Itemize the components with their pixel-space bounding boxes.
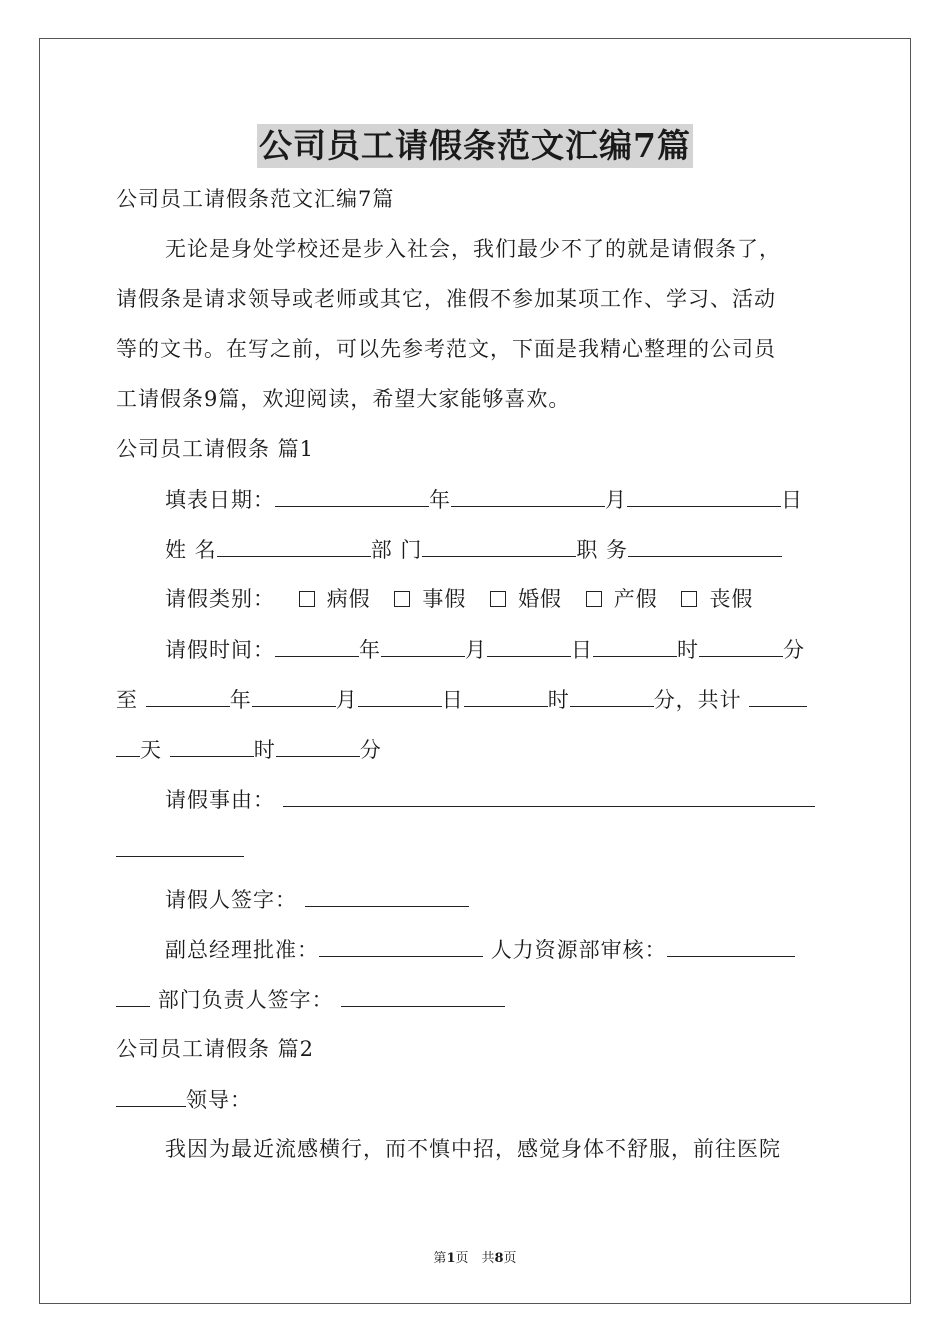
day-label: 日 [781,488,803,512]
leave-time-label: 请假时间： [165,638,275,662]
fill-date-row [165,484,803,515]
intro-line-3: 等的文书。在写之前，可以先参考范文，下面是我精心整理的公司员 [116,337,776,361]
name-label: 姓 名 [165,538,217,562]
dept-head-sign-label: 部门负责人签字： [157,988,334,1012]
hr-review-blank-b[interactable] [116,984,150,1007]
fill-date-label: 填表日期： [165,488,275,512]
position-label: 职 务 [576,538,629,562]
year-label: 年 [429,488,451,512]
from-hour-blank[interactable] [593,634,677,657]
dept-head-sign-blank[interactable] [341,984,505,1007]
applicant-sign-label: 请假人签字： [165,888,297,912]
month-label: 月 [465,638,487,662]
footer-mid: 页 共 [455,1251,495,1266]
position-blank[interactable] [628,534,782,557]
day-blank[interactable] [627,484,781,507]
days-label: 天 [140,738,162,762]
leader-name-blank[interactable] [116,1084,186,1107]
to-month-blank[interactable] [252,684,336,707]
applicant-sign-blank[interactable] [305,884,469,907]
hr-review-label: 人力资源部审核： [490,938,667,962]
hr-review-blank-a[interactable] [667,934,795,957]
intro-line-1: 无论是身处学校还是步入社会，我们最少不了的就是请假条了， [165,237,781,261]
name-blank[interactable] [217,534,371,557]
approval-row [165,934,795,965]
month-label: 月 [605,488,627,512]
leave-time-from-row [165,634,805,665]
section-heading-2: 公司员工请假条 篇2 [116,1037,315,1061]
dept-head-row [116,984,505,1015]
current-page-number: 1 [446,1251,456,1266]
salutation-label: 领导： [186,1088,252,1112]
document-title: 公司员工请假条范文汇编7篇 [257,124,693,168]
bereavement-leave-label: 丧假 [709,587,754,611]
hour-label: 时 [547,688,570,712]
year-blank[interactable] [275,484,429,507]
total-days-blank-a[interactable] [749,684,807,707]
bereavement-leave-checkbox[interactable] [681,591,697,607]
to-label: 至 [116,688,138,712]
footer-prefix: 第 [433,1251,447,1266]
to-minute-blank[interactable] [570,684,654,707]
vp-approve-blank[interactable] [319,934,483,957]
reason-label: 请假事由： [165,788,275,812]
total-days-blank-b[interactable] [116,734,140,757]
subtitle: 公司员工请假条范文汇编7篇 [116,187,395,211]
total-label: 分，共计 [653,688,742,712]
from-year-blank[interactable] [275,634,359,657]
year-label: 年 [229,688,252,712]
vp-approve-label: 副总经理批准： [165,938,319,962]
from-minute-blank[interactable] [699,634,783,657]
footer-suffix: 页 [503,1251,517,1266]
dept-label: 部 门 [370,538,423,562]
to-year-blank[interactable] [146,684,230,707]
personal-leave-checkbox[interactable] [394,591,410,607]
month-label: 月 [335,688,358,712]
leave-type-label: 请假类别： [165,587,275,611]
reason-blank-b[interactable] [116,834,244,857]
personal-leave-label: 事假 [422,587,467,611]
leave-time-to-row [116,684,807,715]
sick-leave-checkbox[interactable] [299,591,315,607]
total-hours-blank[interactable] [170,734,254,757]
day-label: 日 [571,638,593,662]
total-page-number: 8 [494,1251,504,1266]
applicant-sign-row [165,884,469,915]
year-label: 年 [359,638,381,662]
leave-type-row [165,584,753,614]
dept-blank[interactable] [422,534,576,557]
intro-line-4: 工请假条9篇，欢迎阅读，希望大家能够喜欢。 [116,387,571,411]
reason-blank-a[interactable] [283,784,815,807]
reason-row [165,784,815,815]
to-hour-blank[interactable] [464,684,548,707]
section-heading-1: 公司员工请假条 篇1 [116,437,315,461]
maternity-leave-label: 产假 [613,587,658,611]
to-day-blank[interactable] [358,684,442,707]
name-dept-row [165,534,782,565]
intro-line-2: 请假条是请求领导或老师或其它，准假不参加某项工作、学习、活动 [116,287,776,311]
hour-label: 时 [677,638,699,662]
reason-cont-row [116,834,244,865]
maternity-leave-checkbox[interactable] [586,591,602,607]
total-minutes-blank[interactable] [276,734,360,757]
sick-leave-label: 病假 [326,587,371,611]
month-blank[interactable] [451,484,605,507]
marriage-leave-label: 婚假 [518,587,563,611]
from-month-blank[interactable] [381,634,465,657]
page-footer [0,1247,950,1266]
salutation-row [116,1084,252,1115]
hour-label: 时 [253,738,276,762]
marriage-leave-checkbox[interactable] [490,591,506,607]
day-label: 日 [441,688,464,712]
total-row [116,734,382,765]
from-day-blank[interactable] [487,634,571,657]
letter-paragraph: 我因为最近流感横行，而不慎中招，感觉身体不舒服，前往医院 [165,1137,781,1161]
minute-label: 分 [359,738,382,762]
minute-label: 分 [783,638,805,662]
